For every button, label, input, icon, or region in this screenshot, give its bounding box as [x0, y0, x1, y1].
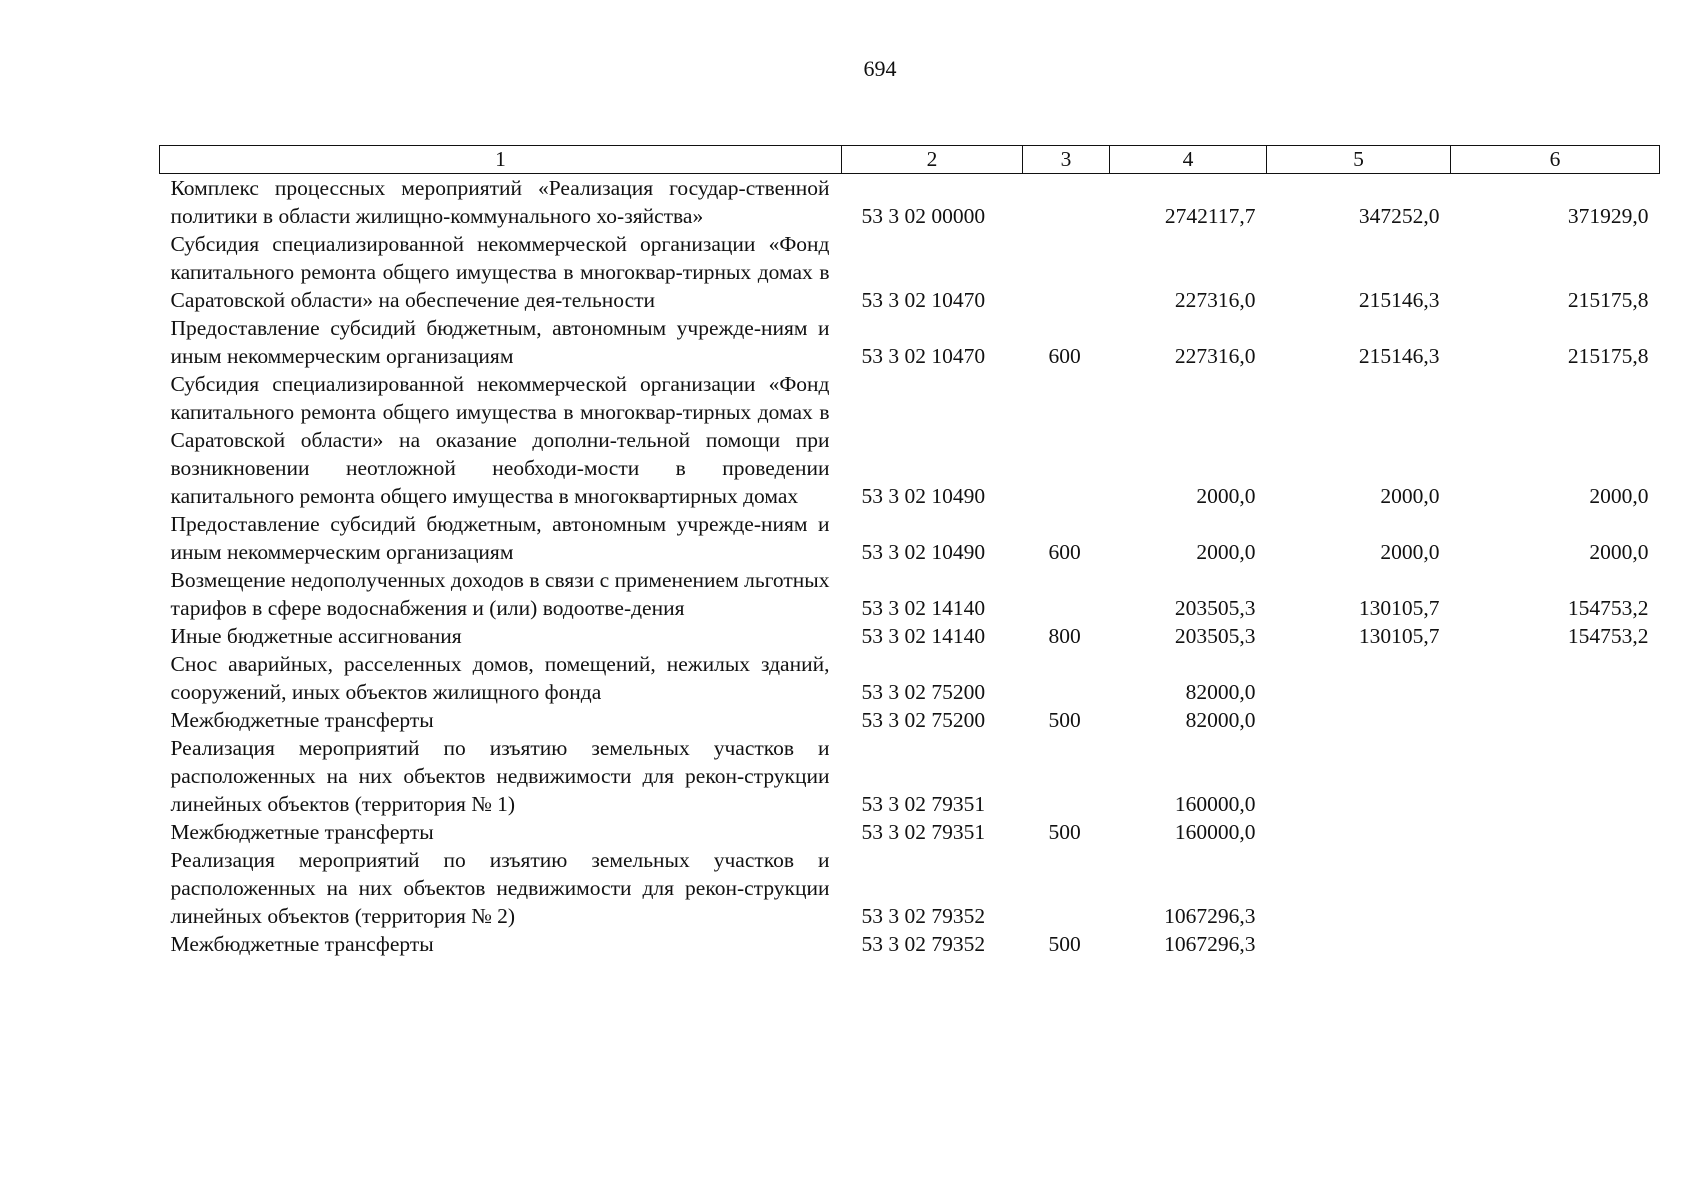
row-value-col5: 215146,3: [1358, 288, 1440, 312]
table-row: [160, 818, 1660, 846]
table-row: [160, 734, 1660, 818]
row-value-col5: 347252,0: [1358, 204, 1440, 228]
row-value-col5: 130105,7: [1358, 624, 1440, 648]
row-value-col6: 215175,8: [1567, 288, 1649, 312]
row-value-col5: [1267, 734, 1451, 818]
row-name: Субсидия специализированной некоммерческой организации «Фонд капитального ремонта общего имущества в многоквар-тирных домах в Саратовской области» на оказание дополни-тельной помощи при возникновении неотложной необходи-мости в проведении капитального ремонта общего имущества в многоквартирных домах: [170, 372, 830, 508]
header-row: [160, 146, 1660, 174]
row-code: 53 3 02 75200: [861, 708, 986, 732]
table-row: [160, 706, 1660, 734]
row-value-col5: 130105,7: [1358, 596, 1440, 620]
row-name: Снос аварийных, расселенных домов, помещений, нежилых зданий, сооружений, иных объектов жилищного фонда: [170, 652, 830, 704]
row-value-col4: 227316,0: [1174, 288, 1256, 312]
column-header-3: 3: [1023, 146, 1110, 174]
row-value-col4: 160000,0: [1174, 820, 1256, 844]
row-value-col4: 1067296,3: [1164, 932, 1256, 956]
row-value-col6: 215175,8: [1567, 344, 1649, 368]
row-code: 53 3 02 79352: [861, 932, 986, 956]
table-row: [160, 930, 1660, 958]
row-code: 53 3 02 10490: [861, 484, 986, 508]
row-value-col6: [1451, 846, 1660, 930]
row-expense-type: [1023, 370, 1110, 510]
row-code: 53 3 02 00000: [861, 204, 986, 228]
table-row: [160, 314, 1660, 370]
table-row: [160, 650, 1660, 706]
column-header-5: 5: [1267, 146, 1451, 174]
row-code: 53 3 02 14140: [861, 596, 986, 620]
table-header: [160, 146, 1660, 174]
row-value-col4: 2000,0: [1196, 540, 1256, 564]
row-value-col6: [1451, 818, 1660, 846]
row-value-col6: 371929,0: [1567, 204, 1649, 228]
page-number: 694: [863, 56, 897, 81]
row-value-col4: 1067296,3: [1164, 904, 1256, 928]
row-name: Субсидия специализированной некоммерческой организации «Фонд капитального ремонта общего имущества в многоквар-тирных домах в Саратовской области» на обеспечение дея-тельности: [170, 232, 830, 312]
row-value-col6: [1451, 706, 1660, 734]
row-code: 53 3 02 75200: [861, 680, 986, 704]
row-expense-type: 500: [1048, 708, 1081, 732]
table-row: [160, 622, 1660, 650]
row-code: 53 3 02 79351: [861, 792, 986, 816]
row-value-col5: [1267, 930, 1451, 958]
row-value-col5: 215146,3: [1358, 344, 1440, 368]
row-value-col4: 160000,0: [1174, 792, 1256, 816]
table-body: [160, 174, 1660, 959]
row-expense-type: [1023, 566, 1110, 622]
row-expense-type: [1023, 846, 1110, 930]
row-value-col5: [1267, 846, 1451, 930]
row-code: 53 3 02 14140: [861, 624, 986, 648]
row-value-col6: 154753,2: [1567, 624, 1649, 648]
table-row: [160, 510, 1660, 566]
row-expense-type: 600: [1048, 344, 1081, 368]
row-value-col4: 82000,0: [1185, 680, 1256, 704]
row-value-col5: [1267, 650, 1451, 706]
row-value-col6: 154753,2: [1567, 596, 1649, 620]
row-name: Межбюджетные трансферты: [170, 708, 434, 732]
row-value-col5: [1267, 706, 1451, 734]
row-value-col5: 2000,0: [1380, 484, 1440, 508]
row-code: 53 3 02 79351: [861, 820, 986, 844]
row-name: Иные бюджетные ассигнования: [170, 624, 462, 648]
row-value-col4: 2000,0: [1196, 484, 1256, 508]
row-code: 53 3 02 10490: [861, 540, 986, 564]
table-row: [160, 230, 1660, 314]
budget-table: [159, 145, 1660, 958]
row-value-col5: 2000,0: [1380, 540, 1440, 564]
table-row: [160, 846, 1660, 930]
table-row: [160, 566, 1660, 622]
row-name: Реализация мероприятий по изъятию земельных участков и расположенных на них объектов недвижимости для рекон-струкции линейных объектов (территория № 2): [170, 848, 830, 928]
row-expense-type: [1023, 174, 1110, 231]
column-header-6: 6: [1451, 146, 1660, 174]
row-expense-type: [1023, 650, 1110, 706]
row-expense-type: 500: [1048, 932, 1081, 956]
row-name: Возмещение недополученных доходов в связи с применением льготных тарифов в сфере водоснабжения и (или) водоотве-дения: [170, 568, 830, 620]
row-name: Предоставление субсидий бюджетным, автономным учрежде-ниям и иным некоммерческим организациям: [170, 316, 830, 368]
column-header-1: 1: [160, 146, 842, 174]
row-expense-type: 600: [1048, 540, 1081, 564]
row-value-col4: 227316,0: [1174, 344, 1256, 368]
row-name: Межбюджетные трансферты: [170, 820, 434, 844]
row-name: Реализация мероприятий по изъятию земельных участков и расположенных на них объектов недвижимости для рекон-струкции линейных объектов (территория № 1): [170, 736, 830, 816]
row-value-col4: 203505,3: [1174, 596, 1256, 620]
row-value-col5: [1267, 818, 1451, 846]
row-value-col4: 203505,3: [1174, 624, 1256, 648]
row-code: 53 3 02 10470: [861, 344, 986, 368]
row-value-col4: 2742117,7: [1164, 204, 1256, 228]
row-code: 53 3 02 10470: [861, 288, 986, 312]
table-row: [160, 174, 1660, 231]
table-row: [160, 370, 1660, 510]
row-expense-type: 800: [1048, 624, 1081, 648]
row-name: Межбюджетные трансферты: [170, 932, 434, 956]
column-header-2: 2: [842, 146, 1023, 174]
row-value-col6: [1451, 650, 1660, 706]
row-expense-type: [1023, 734, 1110, 818]
row-name: Комплекс процессных мероприятий «Реализация государ-ственной политики в области жилищно-коммунального хо-зяйства»: [170, 176, 830, 228]
row-value-col6: [1451, 930, 1660, 958]
row-value-col6: 2000,0: [1589, 484, 1649, 508]
row-value-col6: [1451, 734, 1660, 818]
row-expense-type: [1023, 230, 1110, 314]
column-header-4: 4: [1110, 146, 1267, 174]
row-value-col6: 2000,0: [1589, 540, 1649, 564]
row-code: 53 3 02 79352: [861, 904, 986, 928]
row-value-col4: 82000,0: [1185, 708, 1256, 732]
row-expense-type: 500: [1048, 820, 1081, 844]
row-name: Предоставление субсидий бюджетным, автономным учрежде-ниям и иным некоммерческим организациям: [170, 512, 830, 564]
